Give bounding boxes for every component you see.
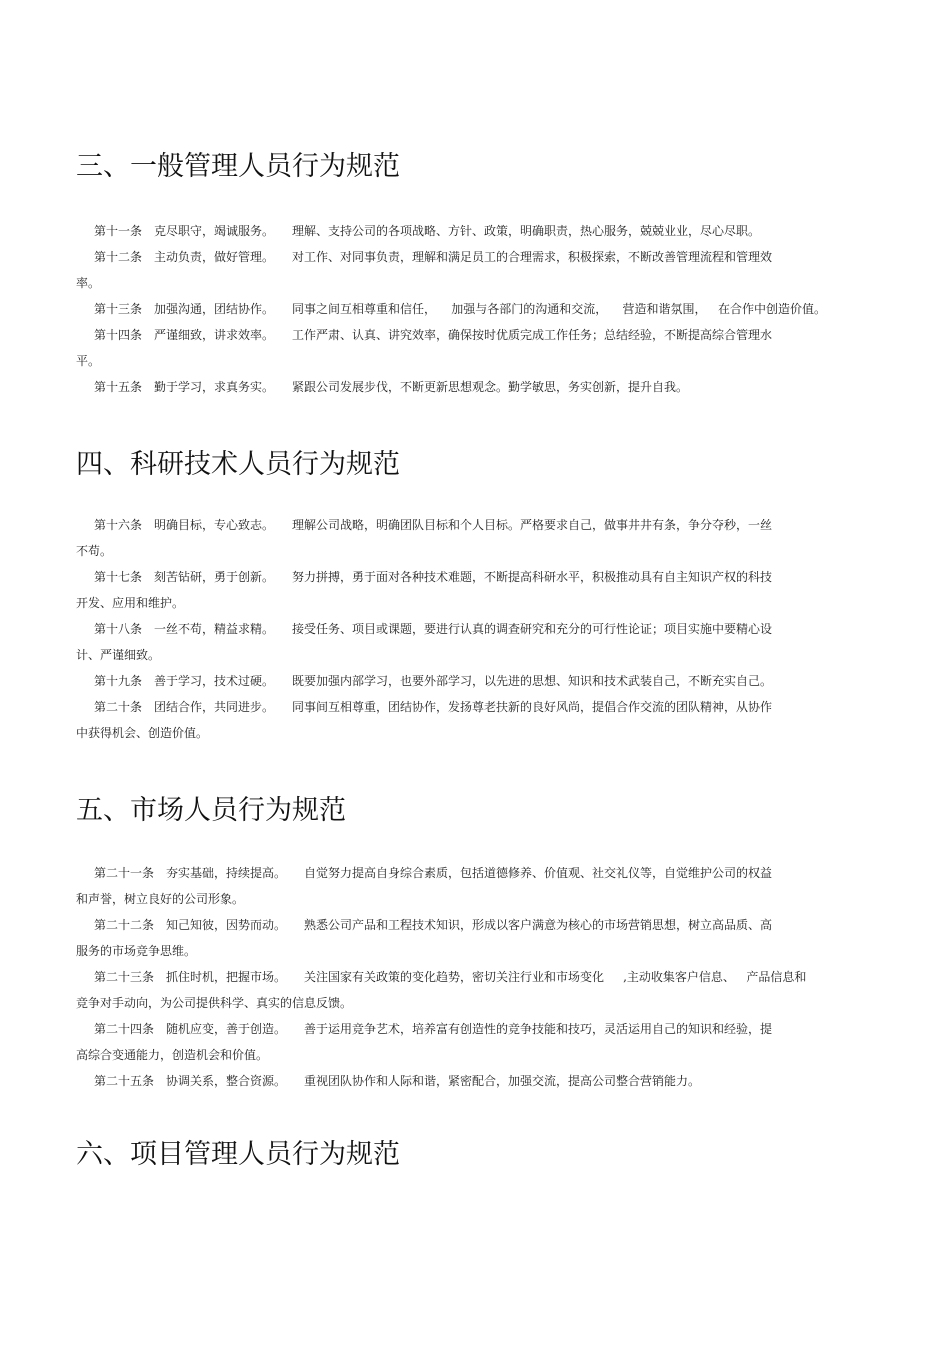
clause-text-continued: 竞争对手动向，为公司提供科学、真实的信息反馈。 <box>76 996 353 1010</box>
clause-title: 主动负责，做好管理。 <box>154 250 275 264</box>
clause-number: 第十五条 <box>94 380 143 394</box>
clause-25 <box>76 1068 876 1094</box>
clause-number: 第十九条 <box>94 674 143 688</box>
clause-text-continued: 高综合变通能力，创造机会和价值。 <box>76 1048 269 1062</box>
clause-title: 团结合作，共同进步。 <box>154 700 275 714</box>
section-heading: 四、科研技术人员行为规范 <box>76 449 400 480</box>
clause-text-continued: 开发、应用和维护。 <box>76 596 185 610</box>
clause-text: 努力拼搏，勇于面对各种技术难题，不断提高科研水平，积极推动具有自主知识产权的科技 <box>292 570 773 584</box>
clause-text: 理解、支持公司的各项战略、方针、政策，明确职责，热心服务，兢兢业业，尽心尽职。 <box>292 224 761 238</box>
clause-text-continued: 计、严谨细致。 <box>76 648 161 662</box>
clause-text-continued: 服务的市场竞争思维。 <box>76 944 197 958</box>
clause-list <box>76 860 876 1094</box>
clause-number: 第十三条 <box>94 302 143 316</box>
clause-number: 第十八条 <box>94 622 143 636</box>
clause-text-continued: 不苟。 <box>76 544 113 558</box>
clause-18 <box>76 616 876 668</box>
clause-title: 善于学习，技术过硬。 <box>154 674 275 688</box>
clause-22 <box>76 912 876 964</box>
section-heading: 五、市场人员行为规范 <box>76 795 346 826</box>
clause-24 <box>76 1016 876 1068</box>
clause-title: 勤于学习，求真务实。 <box>154 380 275 394</box>
clause-17 <box>76 564 876 616</box>
clause-14 <box>76 322 876 374</box>
clause-list <box>76 512 876 746</box>
clause-number: 第十四条 <box>94 328 143 342</box>
clause-text: 接受任务、项目或课题，要进行认真的调查研究和充分的可行性论证；项目实施中要精心设 <box>292 622 773 636</box>
clause-11 <box>76 218 876 244</box>
clause-number: 第十二条 <box>94 250 143 264</box>
clause-title: 明确目标，专心致志。 <box>154 518 275 532</box>
clause-title: 协调关系，整合资源。 <box>166 1074 287 1088</box>
clause-list <box>76 218 876 400</box>
section-heading: 三、一般管理人员行为规范 <box>76 151 400 182</box>
clause-21 <box>76 860 876 912</box>
clause-text: 对工作、对同事负责，理解和满足员工的合理需求，积极探索，不断改善管理流程和管理效 <box>292 250 773 264</box>
clause-15 <box>76 374 876 400</box>
clause-text-continued: 和声誉，树立良好的公司形象。 <box>76 892 245 906</box>
clause-title: 严谨细致，讲求效率。 <box>154 328 275 342</box>
clause-number: 第二十一条 <box>94 866 155 880</box>
clause-text: 重视团队协作和人际和谐，紧密配合，加强交流，提高公司整合营销能力。 <box>304 1074 701 1088</box>
section-heading: 六、项目管理人员行为规范 <box>76 1139 400 1170</box>
clause-title: 夯实基础，持续提高。 <box>166 866 287 880</box>
clause-title: 刻苦钻研，勇于创新。 <box>154 570 275 584</box>
clause-text: 紧跟公司发展步伐，不断更新思想观念。勤学敏思，务实创新，提升自我。 <box>292 380 689 394</box>
clause-text: 同事之间互相尊重和信任， 加强与各部门的沟通和交流， 营造和谐氛围， 在合作中创造价值。 <box>292 302 826 316</box>
clause-number: 第十六条 <box>94 518 143 532</box>
clause-20 <box>76 694 876 746</box>
clause-text: 既要加强内部学习，也要外部学习，以先进的思想、知识和技术武装自己，不断充实自己。 <box>292 674 773 688</box>
clause-title: 随机应变，善于创造。 <box>166 1022 287 1036</box>
clause-text: 善于运用竞争艺术，培养富有创造性的竞争技能和技巧，灵活运用自己的知识和经验，提 <box>304 1022 773 1036</box>
clause-text-continued: 平。 <box>76 354 101 368</box>
clause-23 <box>76 964 876 1016</box>
clause-text: 熟悉公司产品和工程技术知识，形成以客户满意为核心的市场营销思想，树立高品质、高 <box>304 918 773 932</box>
clause-number: 第二十二条 <box>94 918 155 932</box>
clause-title: 克尽职守，竭诚服务。 <box>154 224 275 238</box>
clause-number: 第二十三条 <box>94 970 155 984</box>
clause-number: 第二十条 <box>94 700 143 714</box>
clause-number: 第十一条 <box>94 224 143 238</box>
clause-text: 理解公司战略，明确团队目标和个人目标。严格要求自己，做事井井有条，争分夺秒，一丝 <box>292 518 773 532</box>
clause-title: 加强沟通，团结协作。 <box>154 302 275 316</box>
clause-number: 第二十五条 <box>94 1074 155 1088</box>
clause-13 <box>76 296 876 322</box>
clause-text: 同事间互相尊重，团结协作，发扬尊老扶新的良好风尚，提倡合作交流的团队精神，从协作 <box>292 700 773 714</box>
clause-number: 第二十四条 <box>94 1022 155 1036</box>
clause-title: 一丝不苟，精益求精。 <box>154 622 275 636</box>
clause-number: 第十七条 <box>94 570 143 584</box>
clause-title: 知己知彼，因势而动。 <box>166 918 287 932</box>
clause-19 <box>76 668 876 694</box>
clause-text: 自觉努力提高自身综合素质，包括道德修养、价值观、社交礼仪等，自觉维护公司的权益 <box>304 866 773 880</box>
clause-text: 关注国家有关政策的变化趋势，密切关注行业和市场变化 ,主动收集客户信息、 产品信息和 <box>304 970 807 984</box>
clause-12 <box>76 244 876 296</box>
clause-text-continued: 中获得机会、创造价值。 <box>76 726 209 740</box>
clause-text: 工作严肃、认真、讲究效率，确保按时优质完成工作任务；总结经验，不断提高综合管理水 <box>292 328 773 342</box>
clause-text-continued: 率。 <box>76 276 101 290</box>
clause-title: 抓住时机，把握市场。 <box>166 970 287 984</box>
clause-16 <box>76 512 876 564</box>
